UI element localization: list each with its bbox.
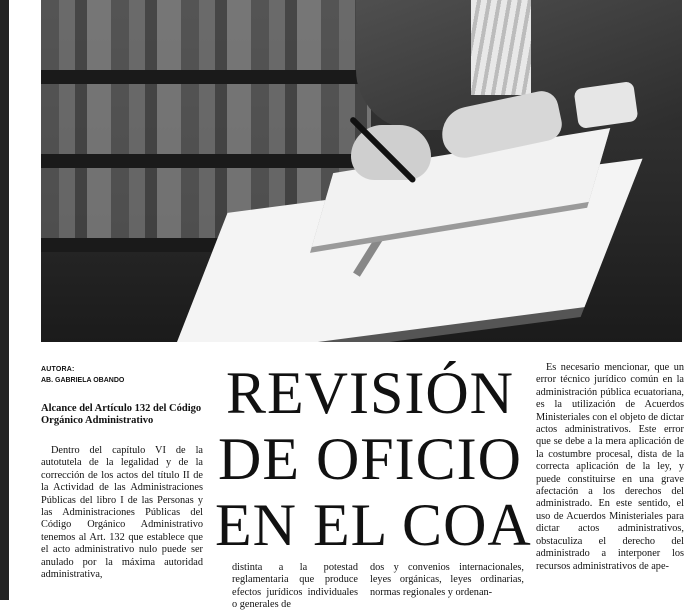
- article-column-2: [232, 562, 358, 612]
- striped-tie: [471, 0, 531, 95]
- column-3-text: dos y convenios internacionales, leyes orgánicas, leyes ordinarias, normas regionales y ordenan-: [370, 562, 524, 598]
- headline-line-2: DE OFICIO: [218, 426, 522, 492]
- bookshelf-row: [41, 84, 371, 154]
- author-name: AB. GABRIELA OBANDO: [41, 377, 125, 384]
- column-2-text: distinta a la potestad reglamentaria que produce efectos jurídicos individuales o generales de: [232, 562, 358, 611]
- shirt-cuff: [574, 81, 639, 129]
- headline-line-1: REVISIÓN: [226, 360, 514, 426]
- article-headline: [215, 360, 532, 558]
- article-column-1: [41, 445, 203, 581]
- bookshelf-shelf: [41, 70, 381, 84]
- column-4-text: Es necesario mencionar, que un error técnico jurídico común en la administración pública ecuatoriana, es la utilización de Acuerdos Ministeriales con el objeto de dictar actos administrativos. Este error que se debe a la mera aplicación de la costumbre procesal, dista de la correcta aplicación de la ley, y puede constituirse en una grave afectación a los derechos del administrado. En este sentido, el uso de Acuerdos Ministeriales para dictar actos administrativos, obstaculiza el derecho del administrado a interponer los recursos administrativos de ape-: [536, 362, 684, 572]
- column-1-text: Dentro del capítulo VI de la autotutela de la legalidad y de la corrección de los actos del título II de la Actividad de las Administraciones Públicas del libro I de las Personas y las Administraciones Públicas del Código Orgánico Administrativo tenemos al Art. 132 que establece que el acto administrativo nulo puede ser anulado por la máxima autoridad administrativa,: [41, 445, 203, 581]
- section-subheading: Alcance del Artículo 132 del Código Orgánico Administrativo: [41, 403, 202, 426]
- author-label: AUTORA:: [41, 366, 75, 373]
- lawyer-writing-photo: [41, 0, 682, 342]
- page-edge: [0, 0, 9, 600]
- article-column-4: [536, 362, 684, 573]
- bookshelf-shelf: [41, 154, 381, 168]
- bookshelf-row: [41, 0, 371, 70]
- article-column-3: [370, 562, 524, 599]
- headline-line-3: EN EL COA: [215, 492, 532, 558]
